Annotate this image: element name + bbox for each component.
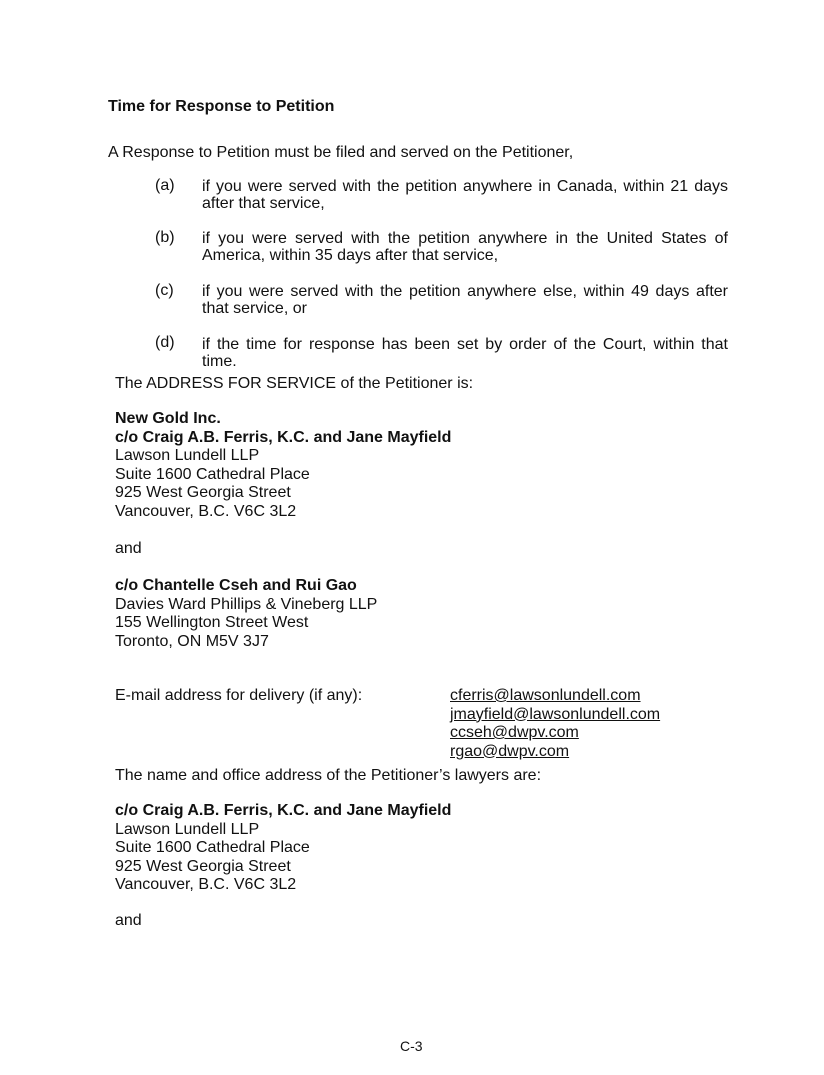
condition-label: (a) bbox=[155, 177, 175, 194]
address-line: Suite 1600 Cathedral Place bbox=[115, 839, 310, 856]
condition-text: if you were served with the petition anywhere in Canada, within 21 days after that service, bbox=[202, 178, 728, 212]
condition-label: (c) bbox=[155, 282, 174, 299]
and-separator: and bbox=[115, 912, 142, 929]
lawyers-address-block bbox=[115, 802, 451, 895]
address-line: Lawson Lundell LLP bbox=[115, 820, 260, 838]
email-link[interactable]: rgao@dwpv.com bbox=[450, 742, 570, 760]
lawyers-label: The name and office address of the Petitioner’s lawyers are: bbox=[115, 767, 542, 784]
address-for-service-label: The ADDRESS FOR SERVICE of the Petitioner is: bbox=[115, 375, 474, 392]
address-line: Suite 1600 Cathedral Place bbox=[115, 465, 310, 483]
address-line: 925 West Georgia Street bbox=[115, 484, 291, 501]
page-number: C-3 bbox=[400, 1038, 423, 1054]
company-name: New Gold Inc. bbox=[115, 410, 221, 427]
attention-line: c/o Chantelle Cseh and Rui Gao bbox=[115, 577, 357, 594]
email-label: E-mail address for delivery (if any): bbox=[115, 687, 363, 704]
email-link[interactable]: ccseh@dwpv.com bbox=[450, 724, 579, 741]
intro-text: A Response to Petition must be filed and served on the Petitioner, bbox=[108, 144, 574, 161]
service-address-block-1 bbox=[115, 410, 451, 521]
email-list bbox=[450, 687, 660, 761]
and-separator: and bbox=[115, 540, 142, 557]
address-line: 925 West Georgia Street bbox=[115, 857, 291, 875]
address-line: Vancouver, B.C. V6C 3L2 bbox=[115, 876, 297, 893]
section-heading: Time for Response to Petition bbox=[108, 98, 335, 115]
condition-text: if you were served with the petition anywhere else, within 49 days after that service, or bbox=[202, 283, 728, 317]
service-address-block-2 bbox=[115, 577, 377, 651]
address-line: Toronto, ON M5V 3J7 bbox=[115, 632, 269, 650]
condition-label: (d) bbox=[155, 334, 175, 351]
condition-label: (b) bbox=[155, 229, 175, 246]
address-line: Lawson Lundell LLP bbox=[115, 447, 260, 464]
email-link[interactable]: cferris@lawsonlundell.com bbox=[450, 687, 641, 704]
condition-text: if you were served with the petition anywhere in the United States of America, within 35 days after that service, bbox=[202, 230, 728, 264]
address-line: 155 Wellington Street West bbox=[115, 614, 309, 631]
address-line: Davies Ward Phillips & Vineberg LLP bbox=[115, 595, 378, 613]
email-link[interactable]: jmayfield@lawsonlundell.com bbox=[450, 705, 661, 723]
address-line: Vancouver, B.C. V6C 3L2 bbox=[115, 502, 297, 520]
attention-line: c/o Craig A.B. Ferris, K.C. and Jane Mayfield bbox=[115, 428, 452, 446]
attention-line: c/o Craig A.B. Ferris, K.C. and Jane Mayfield bbox=[115, 802, 452, 819]
condition-text: if the time for response has been set by order of the Court, within that time. bbox=[202, 336, 728, 370]
